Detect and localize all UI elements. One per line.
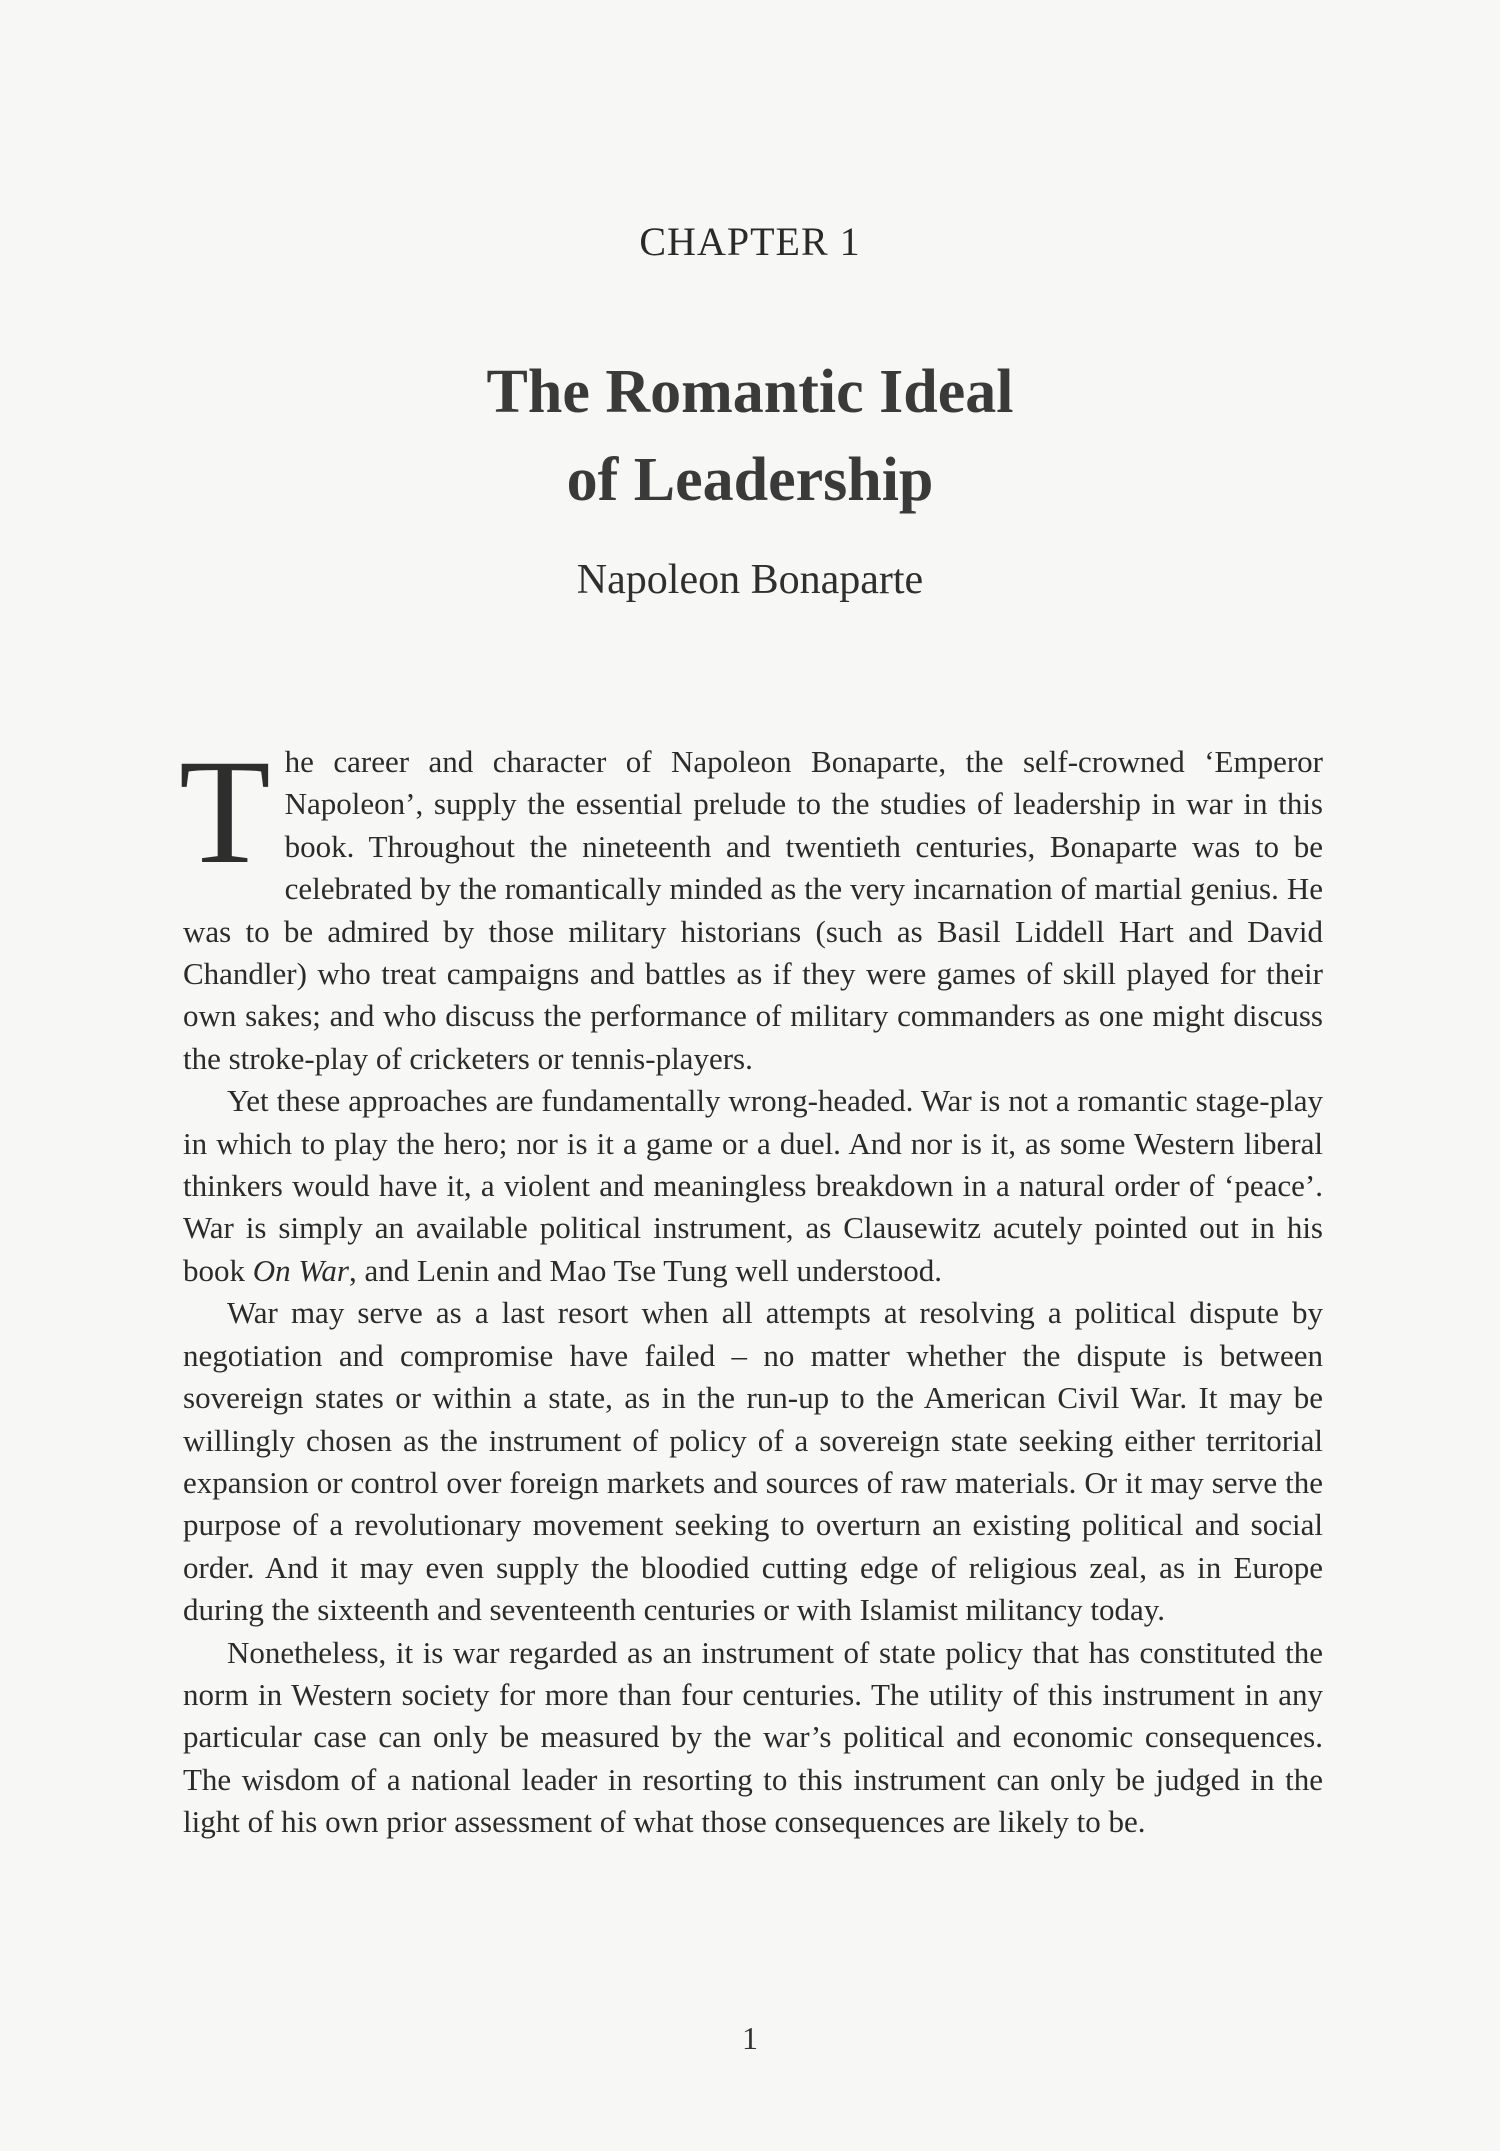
paragraph-1-text: he career and character of Napoleon Bonaparte, the self-crowned ‘Emperor Napoleon’, supply the essential prelude to the studies of leadership in war in this book. Throughout the nineteenth and twentieth centuries, Bonaparte was to be celebrated by the romantically minded as the very incarnation of martial genius. He was to be admired by those military historians (such as Basil Liddell Hart and David Chandler) who treat campaigns and battles as if they were games of skill played for their own sakes; and who discuss the performance of military commanders as one might discuss the stroke-play of cricketers or tennis-players. (183, 744, 1323, 1076)
page-number: 1 (742, 2020, 758, 2056)
chapter-title-line-1: The Romantic Ideal (486, 358, 1014, 426)
paragraph-3: War may serve as a last resort when all attempts at resolving a political dispute by negotiation and compromise have failed – no matter whether the dispute is between sovereign states or within a state, as in the run-up to the American Civil War. It may be willingly chosen as the instrument of policy of a sovereign state seeking either territorial expansion or control over foreign markets and sources of raw materials. Or it may serve the purpose of a revolutionary movement seeking to overturn an existing political and social order. And it may even supply the bloodied cutting edge of religious zeal, as in Europe during the sixteenth and seventeenth centuries or with Islamist militancy today. (183, 1295, 1323, 1628)
chapter-label: CHAPTER 1 (639, 219, 861, 264)
paragraph-2 (183, 1080, 1323, 1292)
book-title-emphasis: On War (252, 1252, 349, 1288)
paragraph-2-text-after: , and Lenin and Mao Tse Tung well understood. (348, 1252, 943, 1288)
chapter-title-line-2: of Leadership (566, 446, 934, 514)
paragraph-4: Nonetheless, it is war regarded as an instrument of state policy that has constituted the norm in Western society for more than four centuries. The utility of this instrument in any particular case can only be measured by the war’s political and economic consequences. The wisdom of a national leader in resorting to this instrument can only be judged in the light of his own prior assessment of what those consequences are likely to be. (183, 1634, 1323, 1840)
chapter-subject: Napoleon Bonaparte (576, 557, 924, 603)
paragraph-1 (179, 729, 1323, 1080)
body-text (179, 729, 1323, 1844)
drop-cap: T (179, 729, 271, 895)
paragraph-2-text-before: Yet these approaches are fundamentally wrong-headed. War is not a romantic stage-play in which to play the hero; nor is it a game or a duel. And nor is it, as some Western liberal thinkers would have it, a violent and meaningless breakdown in a natural order of ‘peace’. War is simply an available political instrument, as Clausewitz acutely pointed out in his book (183, 1083, 1323, 1288)
chapter-title (0, 348, 1500, 524)
